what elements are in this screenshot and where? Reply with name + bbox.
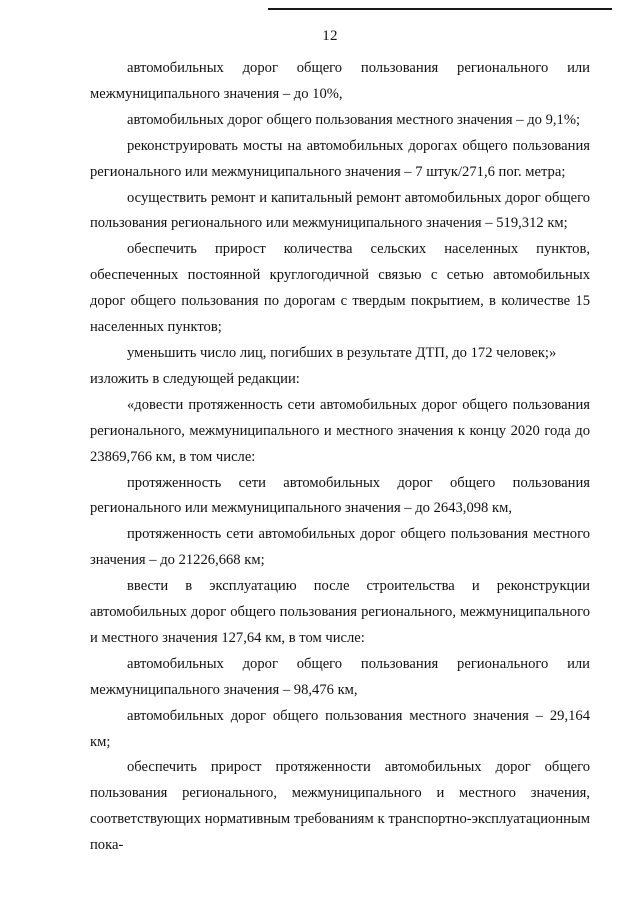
paragraph: обеспечить прирост протяженности автомобильных дорог общего пользования регионального, межмуниципального и местного значения, соответствующих нормативным требованиям к транспортно-эксплуатационным пока- xyxy=(90,759,590,854)
paragraph: автомобильных дорог общего пользования местного значения – 29,164 км; xyxy=(90,707,590,750)
top-rule xyxy=(268,8,612,10)
paragraph: протяженность сети автомобильных дорог общего пользования регионального или межмуниципального значения – до 2643,098 км, xyxy=(90,474,590,517)
paragraph: автомобильных дорог общего пользования местного значения – до 9,1%; xyxy=(127,111,581,128)
paragraph: обеспечить прирост количества сельских населенных пунктов, обеспеченных постоянной круглогодичной связью с сетью автомобильных дорог общего пользования по дорогам с твердым покрытием, в количестве 15 населенных пунктов; xyxy=(90,241,590,336)
paragraph: автомобильных дорог общего пользования регионального или межмуниципального значения – 98,476 км, xyxy=(90,655,590,698)
paragraph: автомобильных дорог общего пользования регионального или межмуниципального значения – до 10%, xyxy=(90,60,590,102)
paragraph: протяженность сети автомобильных дорог общего пользования местного значения – до 21226,668 км; xyxy=(90,526,590,569)
paragraph: осуществить ремонт и капитальный ремонт автомобильных дорог общего пользования регионального или межмуниципального значения – 519,312 км; xyxy=(90,189,590,232)
paragraph: «довести протяженность сети автомобильных дорог общего пользования регионального, межмуниципального и местного значения к концу 2020 года до 23869,766 км, в том числе: xyxy=(90,396,590,465)
paragraph: изложить в следующей редакции: xyxy=(90,370,300,387)
page-number: 12 xyxy=(322,28,338,44)
paragraph: уменьшить число лиц, погибших в результате ДТП, до 172 человек;» xyxy=(127,344,557,361)
paragraph: реконструировать мосты на автомобильных дорогах общего пользования регионального или межмуниципального значения – 7 штук/271,6 пог. метра; xyxy=(90,137,590,180)
body-text xyxy=(90,56,590,859)
paragraph: ввести в эксплуатацию после строительства и реконструкции автомобильных дорог общего пользования регионального, межмуниципального и местного значения 127,64 км, в том числе: xyxy=(90,578,590,646)
